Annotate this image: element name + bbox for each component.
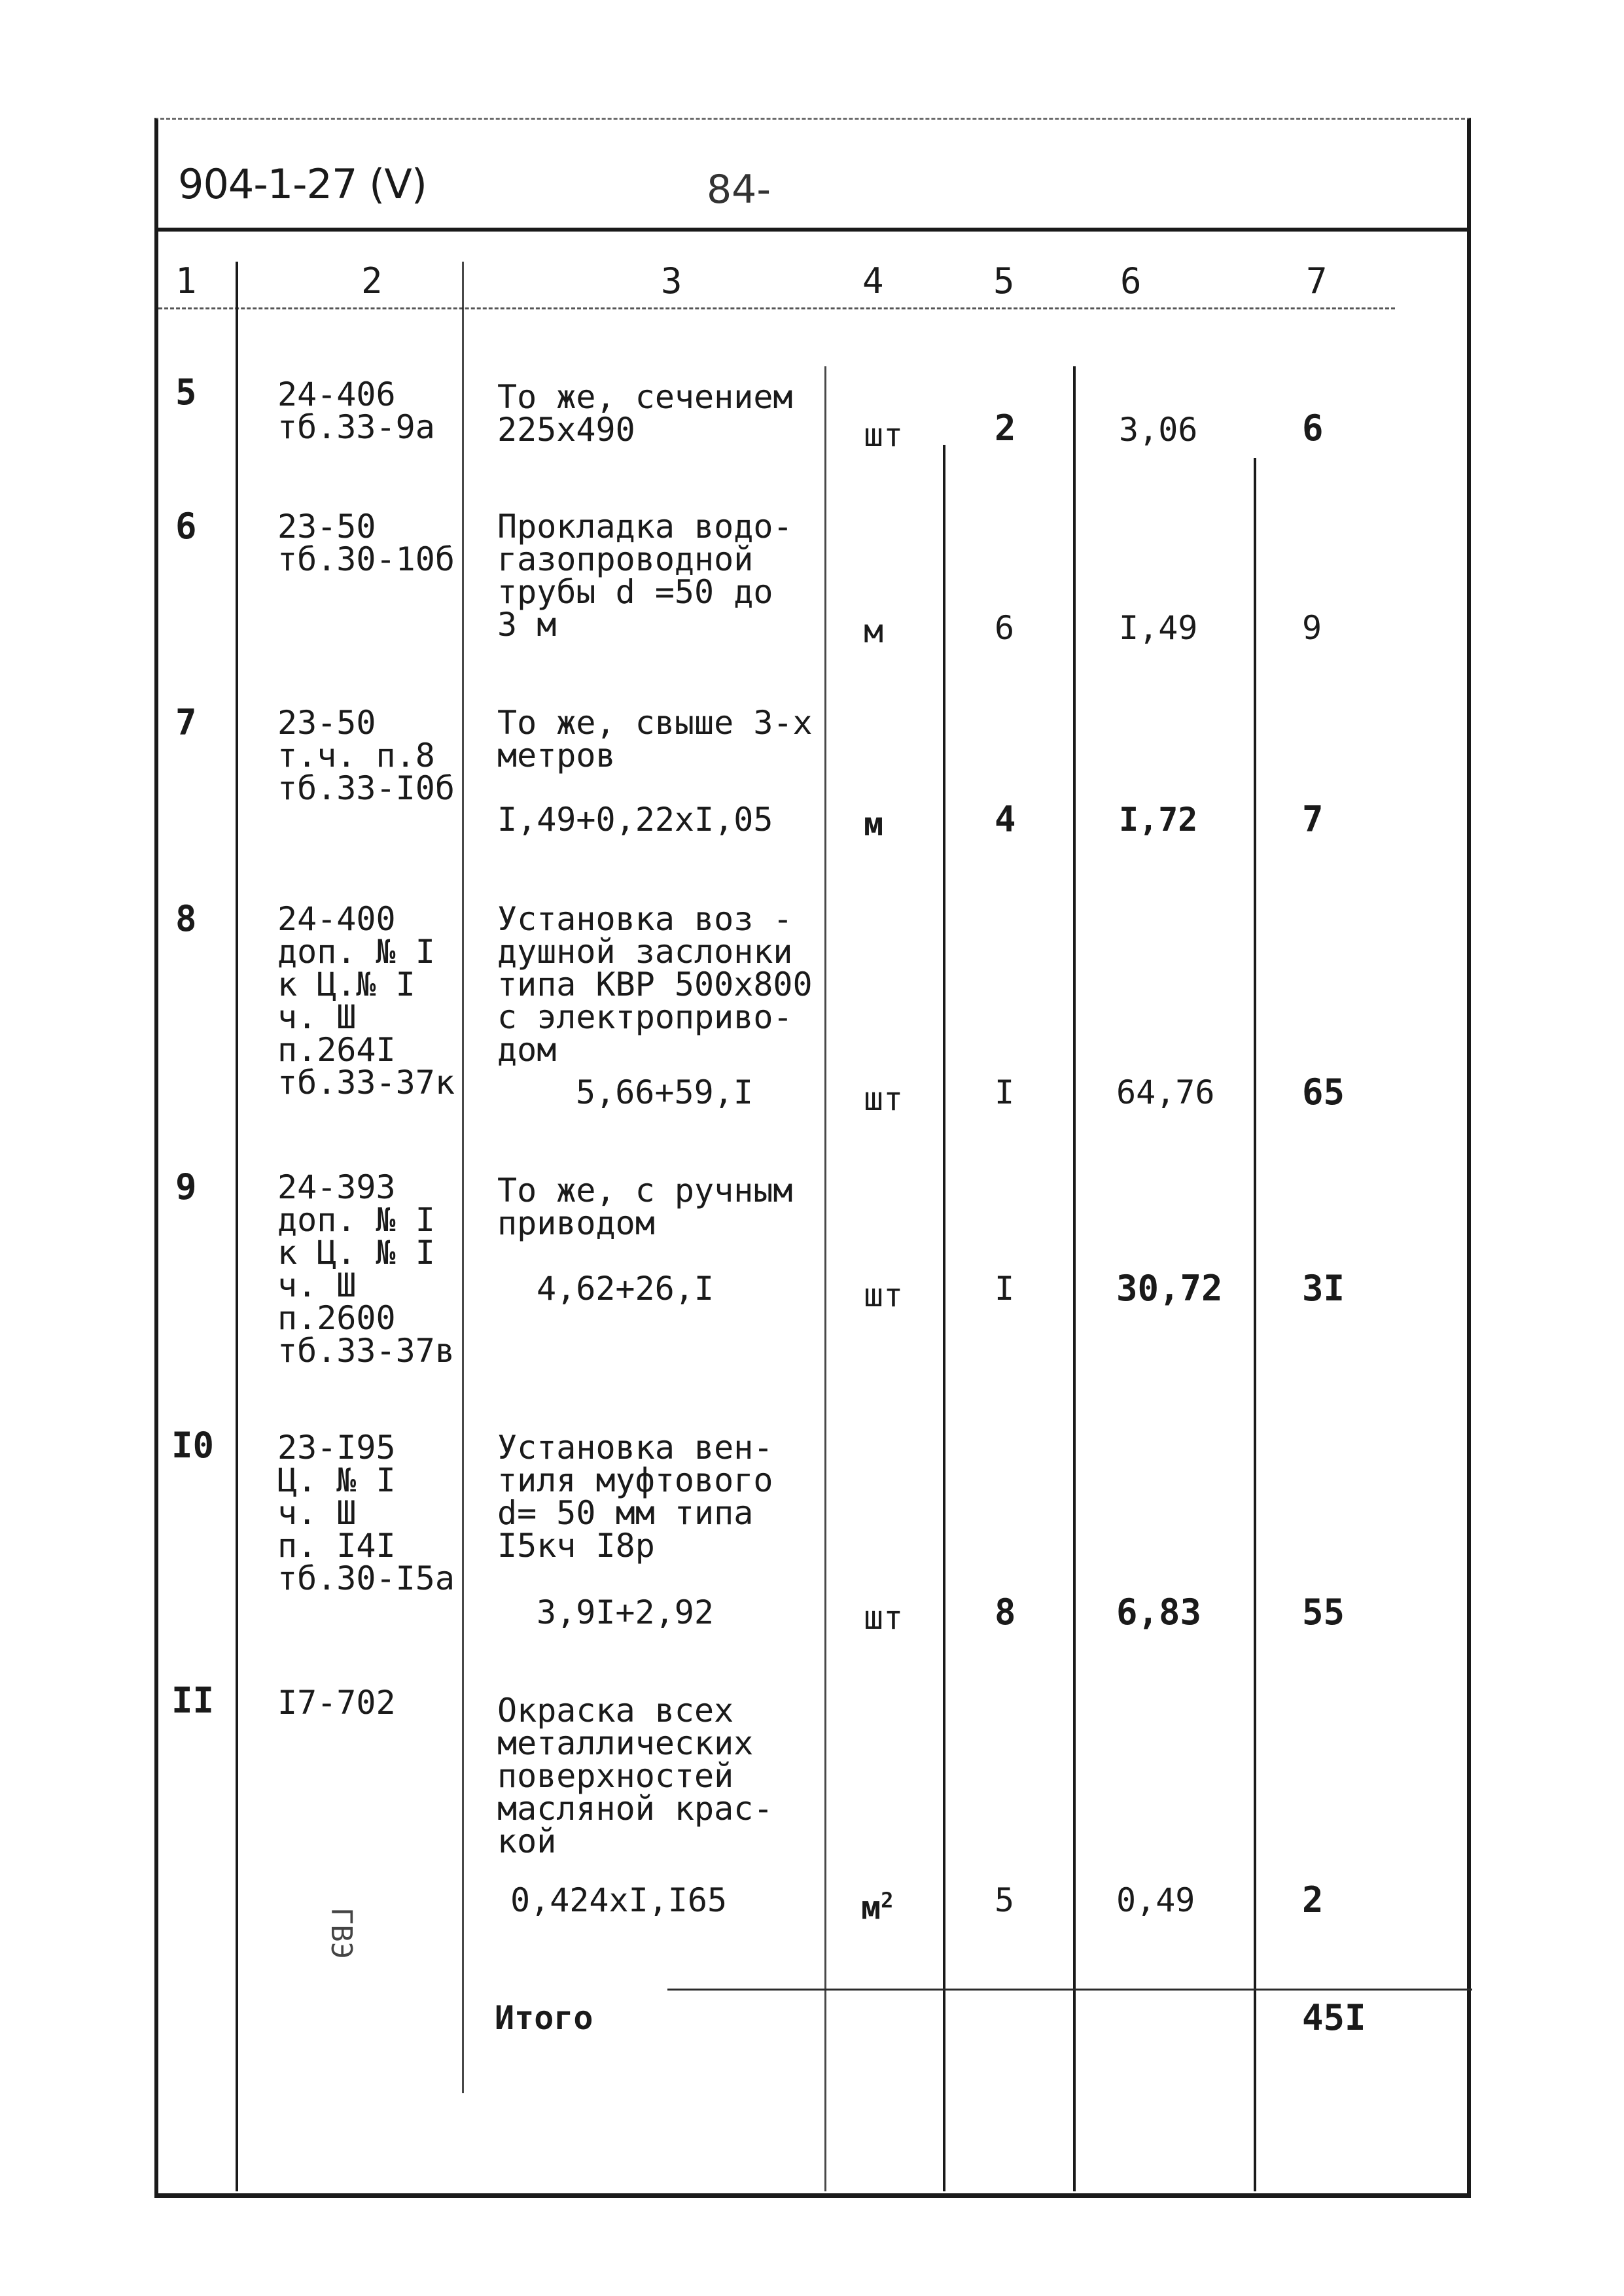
row-9-description: То же, с ручным приводом	[497, 1172, 793, 1242]
row-8-quantity: I	[995, 1073, 1015, 1111]
row-9-calculation: 4,62+26,I	[537, 1270, 714, 1308]
row-8-number: 8	[175, 898, 197, 939]
row-6-total: 9	[1302, 609, 1322, 647]
row-7-unit: м	[864, 805, 884, 843]
page-number: 84-	[707, 167, 771, 213]
row-7-total: 7	[1302, 799, 1324, 840]
row-5-unit: шт	[864, 416, 904, 454]
row-11-number: II	[171, 1680, 215, 1721]
row-7-price: I,72	[1119, 801, 1198, 839]
archive-stamp: ГВЭ	[325, 1907, 359, 1960]
col-header-1: 1	[175, 260, 197, 302]
row-5-number: 5	[175, 372, 197, 413]
row-11-calculation: 0,424хI,I65	[510, 1881, 728, 1919]
column-divider-5	[1073, 366, 1076, 2191]
col-header-6: 6	[1120, 260, 1142, 302]
row-6-number: 6	[175, 506, 197, 547]
row-8-unit: шт	[864, 1080, 904, 1118]
row-8-price: 64,76	[1116, 1073, 1215, 1111]
row-10-reference: 23-I95 Ц. № I ч. Ш п. I4I тб.30-I5а	[277, 1429, 455, 1597]
row-11-total: 2	[1302, 1879, 1324, 1921]
row-10-total: 55	[1302, 1592, 1345, 1633]
row-7-calculation: I,49+0,22хI,05	[497, 801, 773, 839]
row-7-quantity: 4	[995, 799, 1016, 840]
row-9-reference: 24-393 доп. № I к Ц. № I ч. Ш п.2600 тб.33-37в	[277, 1168, 455, 1370]
row-8-description: Установка воз - душной заслонки типа КВР 500х800 с электроприво- дом	[497, 900, 813, 1069]
row-6-quantity: 6	[995, 609, 1015, 647]
row-9-quantity: I	[995, 1270, 1015, 1308]
row-10-quantity: 8	[995, 1592, 1016, 1633]
row-10-description: Установка вен- тиля муфтового d= 50 мм типа I5кч I8р	[497, 1429, 773, 1565]
row-10-calculation: 3,9I+2,92	[537, 1593, 714, 1631]
row-8-calculation: 5,66+59,I	[576, 1073, 753, 1111]
row-5-quantity: 2	[995, 408, 1016, 449]
column-header-rule	[158, 307, 1395, 309]
row-11-quantity: 5	[995, 1881, 1015, 1919]
column-divider-3	[824, 366, 826, 2191]
row-11-description: Окраска всех металлических поверхностей масляной крас- кой	[497, 1692, 773, 1860]
row-6-unit: м	[864, 612, 884, 650]
row-6-description: Прокладка водо- газопроводной трубы d =50 до 3 м	[497, 508, 793, 644]
row-11-reference: I7-702	[277, 1684, 396, 1722]
column-divider-2	[462, 262, 464, 2093]
total-divider	[667, 1989, 1472, 1991]
col-header-5: 5	[993, 260, 1015, 302]
col-header-3: 3	[661, 260, 682, 302]
row-9-total: 3I	[1302, 1268, 1345, 1309]
column-divider-6	[1254, 458, 1256, 2191]
row-9-number: 9	[175, 1166, 197, 1208]
doc-code: 904-1-27 (V)	[178, 160, 427, 208]
row-6-price: I,49	[1119, 609, 1198, 647]
header-divider	[154, 228, 1470, 232]
col-header-2: 2	[361, 260, 383, 302]
row-10-price: 6,83	[1116, 1592, 1202, 1633]
row-6-reference: 23-50 тб.30-10б	[277, 508, 455, 578]
col-header-7: 7	[1306, 260, 1328, 302]
row-8-total: 65	[1302, 1071, 1345, 1113]
row-7-number: 7	[175, 702, 197, 743]
row-5-price: 3,06	[1119, 411, 1198, 449]
row-11-price: 0,49	[1116, 1881, 1195, 1919]
column-divider-1	[236, 262, 238, 2191]
row-7-reference: 23-50 т.ч. п.8 тб.33-I0б	[277, 704, 455, 807]
row-9-unit: шт	[864, 1276, 904, 1314]
row-11-unit	[861, 1884, 894, 1927]
row-11-unit-exponent: 2	[881, 1888, 894, 1913]
row-11-unit-base: м	[861, 1888, 881, 1927]
total-label: Итого	[495, 1999, 593, 2037]
row-5-reference: 24-406 тб.33-9а	[277, 375, 435, 446]
row-10-unit: шт	[864, 1599, 904, 1637]
column-divider-4	[943, 445, 945, 2191]
row-5-description: То же, сечением 225х490	[497, 378, 793, 449]
row-7-description: То же, свыше 3-х метров	[497, 704, 813, 774]
row-10-number: I0	[171, 1425, 215, 1466]
grand-total: 45I	[1302, 1997, 1366, 2038]
col-header-4: 4	[862, 260, 884, 302]
row-9-price: 30,72	[1116, 1268, 1223, 1309]
row-8-reference: 24-400 доп. № I к Ц.№ I ч. Ш п.264I тб.33-37к	[277, 900, 455, 1102]
row-5-total: 6	[1302, 408, 1324, 449]
